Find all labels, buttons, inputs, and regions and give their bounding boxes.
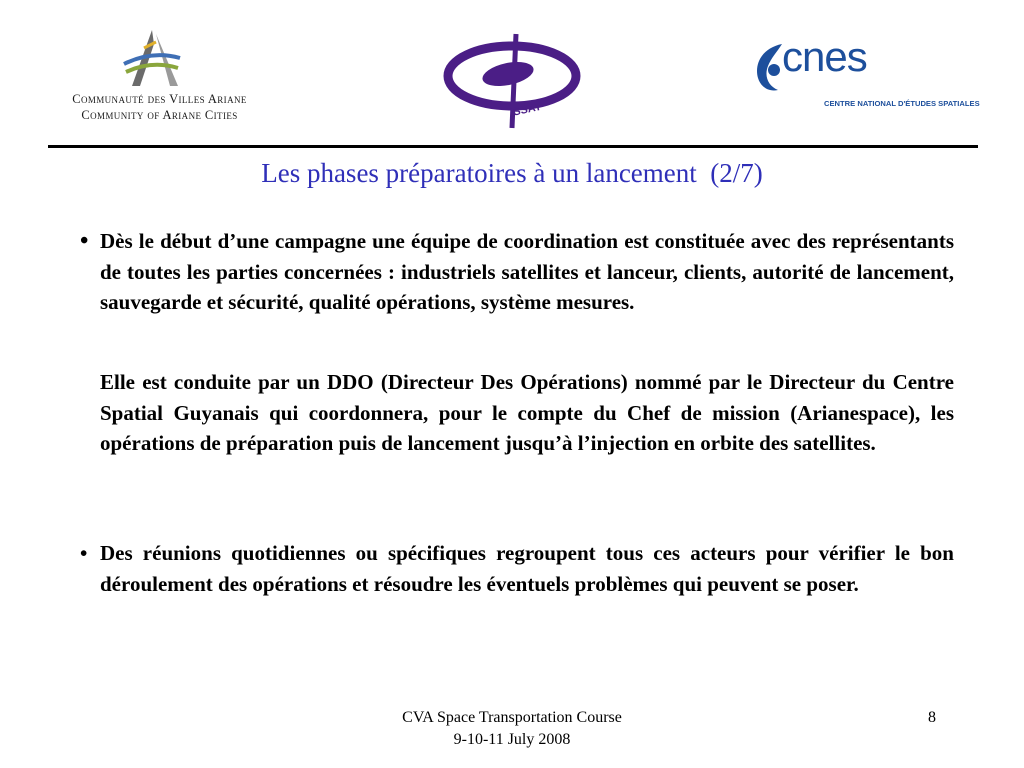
issat-logo	[440, 32, 590, 132]
bullet-marker: •	[80, 228, 89, 254]
ariane-a-icon	[52, 28, 267, 92]
page-number: 8	[928, 709, 936, 726]
cnes-subtitle: CENTRE NATIONAL D'ÉTUDES SPATIALES	[824, 99, 980, 108]
footer-course-name: CVA Space Transportation Course	[402, 709, 622, 726]
footer-date: 9-10-11 July 2008	[453, 731, 571, 748]
bullet-paragraph: Des réunions quotidiennes ou spécifiques regroupent tous ces acteurs pour vérifier le bon déroulement des opérations et résoudre les éventuels problèmes qui peuvent se poser.	[100, 541, 954, 596]
cnes-wordmark: cnes	[782, 33, 867, 80]
cva-name-english: Community of Ariane Cities	[81, 108, 238, 122]
bullet-marker: •	[80, 541, 88, 565]
cva-name-french: Communauté des Villes Ariane	[72, 92, 247, 106]
bullet-paragraph: Dès le début d’une campagne une équipe de coordination est constituée avec des représentants de toutes les parties concernées : industriels satellites et lanceur, clients, autorité de lancement, sauvegarde et sécurité, qualité opérations, système mesures.	[100, 229, 954, 315]
header-divider	[48, 145, 978, 148]
slide-title: Les phases préparatoires à un lancement (2/7)	[261, 158, 763, 188]
body-paragraph: Elle est conduite par un DDO (Directeur Des Opérations) nommé par le Directeur du Centre Spatial Guyanais qui coordonnera, pour le compte du Chef de mission (Arianespace), les opérations de préparation puis de lancement jusqu’à l’injection en orbite des satellites.	[100, 370, 954, 456]
issat-wordmark: ISSAT	[509, 100, 543, 120]
cnes-logo	[752, 33, 980, 115]
cva-logo	[52, 28, 267, 128]
